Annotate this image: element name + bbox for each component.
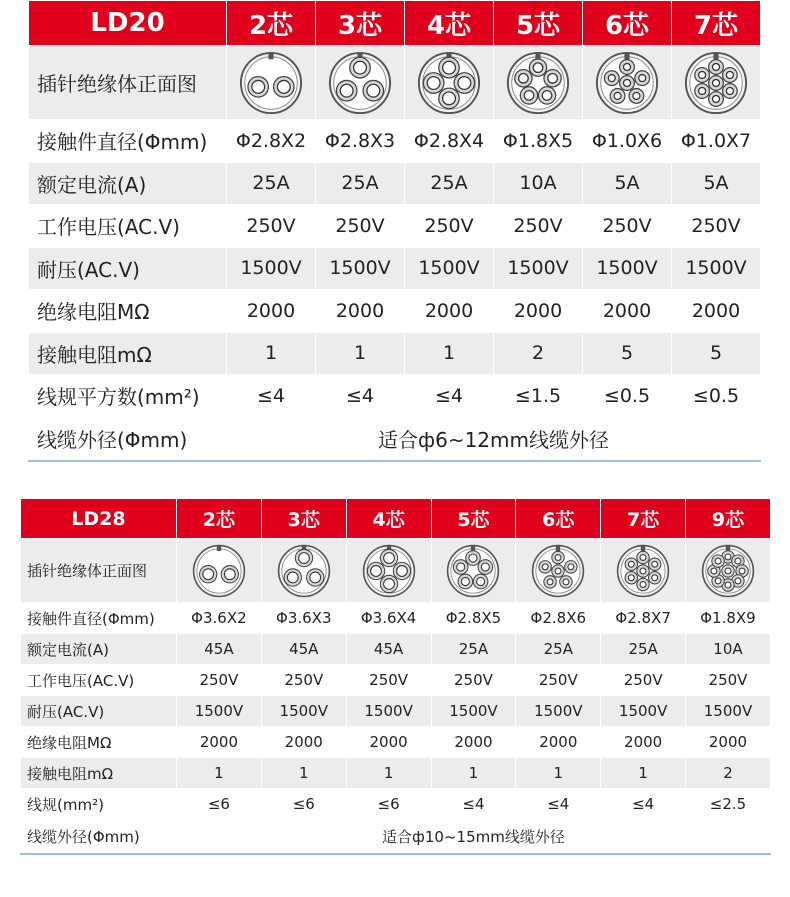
table-cell: 1500V bbox=[177, 696, 262, 727]
table-cell: 45A bbox=[261, 634, 346, 665]
row-label: 工作电压(AC.V) bbox=[21, 665, 177, 696]
table-cell: Φ2.8X2 bbox=[227, 120, 316, 163]
table-cell: Φ2.8X5 bbox=[431, 603, 516, 634]
table-cell: Φ1.0X7 bbox=[672, 120, 761, 163]
table-cell: 1500V bbox=[227, 247, 316, 290]
pin-face-4-icon bbox=[417, 51, 481, 115]
table-cell: 1 bbox=[516, 758, 601, 789]
table-cell: 2000 bbox=[261, 727, 346, 758]
row-label: 额定电流(A) bbox=[29, 162, 227, 205]
row-label: 接触电阻mΩ bbox=[29, 332, 227, 375]
table-cell: 250V bbox=[261, 665, 346, 696]
table-cell: ≤4 bbox=[431, 789, 516, 820]
contact-diameter-row bbox=[29, 120, 761, 163]
table-cell: 250V bbox=[177, 665, 262, 696]
table-cell: 250V bbox=[494, 205, 583, 248]
table-cell: 1 bbox=[316, 332, 405, 375]
table-cell: 1 bbox=[601, 758, 686, 789]
table-cell: 1500V bbox=[405, 247, 494, 290]
table-cell: Φ3.6X3 bbox=[261, 603, 346, 634]
pin-face-cell bbox=[227, 46, 316, 120]
header-row bbox=[21, 499, 771, 539]
contact-resistance-row bbox=[21, 758, 771, 789]
pin-face-cell bbox=[316, 46, 405, 120]
table-cell: ≤4 bbox=[601, 789, 686, 820]
column-header: 7芯 bbox=[672, 1, 761, 46]
table-cell: 2000 bbox=[227, 290, 316, 333]
row-label: 插针绝缘体正面图 bbox=[21, 539, 177, 603]
table-cell: ≤1.5 bbox=[494, 375, 583, 418]
table-cell: 25A bbox=[227, 162, 316, 205]
pin-face-cell bbox=[601, 539, 686, 603]
table-cell: 2000 bbox=[316, 290, 405, 333]
pin-face-cell bbox=[346, 539, 431, 603]
cable-diameter-row bbox=[29, 417, 761, 461]
table-cell: 2000 bbox=[494, 290, 583, 333]
column-header: 4芯 bbox=[405, 1, 494, 46]
table-cell: ≤6 bbox=[261, 789, 346, 820]
column-header: 5芯 bbox=[494, 1, 583, 46]
table-cell: Φ2.8X6 bbox=[516, 603, 601, 634]
wire-gauge-row bbox=[29, 375, 761, 418]
pin-face-9-icon bbox=[701, 544, 755, 598]
withstand-voltage-row bbox=[29, 247, 761, 290]
table-cell: 25A bbox=[405, 162, 494, 205]
model-name: LD20 bbox=[29, 1, 227, 46]
table-cell: 2000 bbox=[405, 290, 494, 333]
table-cell: ≤4 bbox=[316, 375, 405, 418]
row-label: 线规平方数(mm²) bbox=[29, 375, 227, 418]
table-cell: 2000 bbox=[177, 727, 262, 758]
pin-face-5-icon bbox=[506, 51, 570, 115]
row-label: 接触件直径(Φmm) bbox=[29, 120, 227, 163]
pin-face-3-icon bbox=[277, 544, 331, 598]
pin-face-7-icon bbox=[684, 51, 748, 115]
table-cell: ≤0.5 bbox=[672, 375, 761, 418]
column-header: 4芯 bbox=[346, 499, 431, 539]
column-header: 6芯 bbox=[583, 1, 672, 46]
pin-face-cell bbox=[431, 539, 516, 603]
table-cell: 1500V bbox=[261, 696, 346, 727]
pin-face-6-icon bbox=[531, 544, 585, 598]
table-cell: ≤4 bbox=[405, 375, 494, 418]
table-cell: ≤0.5 bbox=[583, 375, 672, 418]
contact-resistance-row bbox=[29, 332, 761, 375]
table-cell: Φ1.8X5 bbox=[494, 120, 583, 163]
table-cell: 5A bbox=[583, 162, 672, 205]
table-cell: 2000 bbox=[672, 290, 761, 333]
table-cell: 2000 bbox=[686, 727, 771, 758]
table-cell: Φ1.8X9 bbox=[686, 603, 771, 634]
withstand-voltage-row bbox=[21, 696, 771, 727]
table-cell: 45A bbox=[177, 634, 262, 665]
cable-diameter-value: 适合ф10~15mm线缆外径 bbox=[177, 820, 771, 854]
pin-face-cell bbox=[583, 46, 672, 120]
table-cell: 1500V bbox=[431, 696, 516, 727]
table-cell: ≤4 bbox=[227, 375, 316, 418]
table-cell: 1500V bbox=[601, 696, 686, 727]
ld20-spec-table bbox=[28, 0, 761, 462]
pin-face-cell bbox=[405, 46, 494, 120]
insulation-resistance-row bbox=[21, 727, 771, 758]
table-cell: 250V bbox=[431, 665, 516, 696]
table-cell: 250V bbox=[686, 665, 771, 696]
table-cell: 250V bbox=[316, 205, 405, 248]
table-cell: 25A bbox=[601, 634, 686, 665]
row-label: 绝缘电阻MΩ bbox=[29, 290, 227, 333]
table-cell: 1 bbox=[431, 758, 516, 789]
cable-diameter-row bbox=[21, 820, 771, 854]
table-cell: 1500V bbox=[494, 247, 583, 290]
rated-current-row bbox=[21, 634, 771, 665]
table-cell: 1500V bbox=[516, 696, 601, 727]
row-label: 线缆外径(Φmm) bbox=[21, 820, 177, 854]
table-cell: 2000 bbox=[583, 290, 672, 333]
table-cell: 25A bbox=[316, 162, 405, 205]
table-cell: 5A bbox=[672, 162, 761, 205]
row-label: 接触件直径(Φmm) bbox=[21, 603, 177, 634]
column-header: 3芯 bbox=[316, 1, 405, 46]
table-cell: 2 bbox=[494, 332, 583, 375]
rated-current-row bbox=[29, 162, 761, 205]
table-cell: Φ3.6X2 bbox=[177, 603, 262, 634]
table-cell: 1500V bbox=[672, 247, 761, 290]
table-cell: 1 bbox=[177, 758, 262, 789]
working-voltage-row bbox=[21, 665, 771, 696]
table-cell: 5 bbox=[672, 332, 761, 375]
column-header: 6芯 bbox=[516, 499, 601, 539]
table-cell: 2000 bbox=[431, 727, 516, 758]
table-cell: 1500V bbox=[346, 696, 431, 727]
table-cell: 25A bbox=[431, 634, 516, 665]
table-cell: 250V bbox=[672, 205, 761, 248]
pin-face-3-icon bbox=[328, 51, 392, 115]
table-cell: 250V bbox=[227, 205, 316, 248]
insulation-resistance-row bbox=[29, 290, 761, 333]
model-name: LD28 bbox=[21, 499, 177, 539]
row-label: 接触电阻mΩ bbox=[21, 758, 177, 789]
table-cell: 250V bbox=[601, 665, 686, 696]
pin-face-cell bbox=[672, 46, 761, 120]
table-cell: ≤2.5 bbox=[686, 789, 771, 820]
pin-face-cell bbox=[494, 46, 583, 120]
table-cell: 1500V bbox=[686, 696, 771, 727]
table-cell: 2000 bbox=[516, 727, 601, 758]
table-cell: 250V bbox=[346, 665, 431, 696]
table-cell: 1 bbox=[405, 332, 494, 375]
table-cell: 45A bbox=[346, 634, 431, 665]
header-row bbox=[29, 1, 761, 46]
table-cell: 10A bbox=[686, 634, 771, 665]
column-header: 7芯 bbox=[601, 499, 686, 539]
table-cell: 1500V bbox=[583, 247, 672, 290]
column-header: 2芯 bbox=[227, 1, 316, 46]
table-cell: Φ3.6X4 bbox=[346, 603, 431, 634]
pin-face-6-icon bbox=[595, 51, 659, 115]
table-cell: ≤6 bbox=[177, 789, 262, 820]
row-label: 耐压(AC.V) bbox=[29, 247, 227, 290]
table-cell: 2000 bbox=[346, 727, 431, 758]
table-cell: 5 bbox=[583, 332, 672, 375]
table-cell: ≤4 bbox=[516, 789, 601, 820]
pin-face-cell bbox=[177, 539, 262, 603]
wire-gauge-row bbox=[21, 789, 771, 820]
table-cell: 250V bbox=[583, 205, 672, 248]
column-header: 2芯 bbox=[177, 499, 262, 539]
row-label: 工作电压(AC.V) bbox=[29, 205, 227, 248]
table-cell: ≤6 bbox=[346, 789, 431, 820]
row-label: 耐压(AC.V) bbox=[21, 696, 177, 727]
row-label: 线缆外径(Φmm) bbox=[29, 417, 227, 461]
pin-face-row bbox=[29, 46, 761, 120]
pin-face-4-icon bbox=[362, 544, 416, 598]
table-cell: 2000 bbox=[601, 727, 686, 758]
table-cell: 25A bbox=[516, 634, 601, 665]
table-cell: 1 bbox=[227, 332, 316, 375]
table-cell: 250V bbox=[516, 665, 601, 696]
pin-face-row bbox=[21, 539, 771, 603]
pin-face-2-icon bbox=[192, 544, 246, 598]
table-cell: 10A bbox=[494, 162, 583, 205]
table-cell: Φ1.0X6 bbox=[583, 120, 672, 163]
pin-face-cell bbox=[516, 539, 601, 603]
table-cell: Φ2.8X4 bbox=[405, 120, 494, 163]
pin-face-7-icon bbox=[616, 544, 670, 598]
table-cell: 1 bbox=[261, 758, 346, 789]
row-label: 线规(mm²) bbox=[21, 789, 177, 820]
pin-face-cell bbox=[686, 539, 771, 603]
ld28-spec-table bbox=[20, 498, 771, 855]
row-label: 插针绝缘体正面图 bbox=[29, 46, 227, 120]
table-cell: 1500V bbox=[316, 247, 405, 290]
column-header: 9芯 bbox=[686, 499, 771, 539]
row-label: 绝缘电阻MΩ bbox=[21, 727, 177, 758]
column-header: 3芯 bbox=[261, 499, 346, 539]
pin-face-2-icon bbox=[239, 51, 303, 115]
table-cell: 2 bbox=[686, 758, 771, 789]
cable-diameter-value: 适合ф6~12mm线缆外径 bbox=[227, 417, 761, 461]
contact-diameter-row bbox=[21, 603, 771, 634]
table-cell: Φ2.8X7 bbox=[601, 603, 686, 634]
row-label: 额定电流(A) bbox=[21, 634, 177, 665]
column-header: 5芯 bbox=[431, 499, 516, 539]
pin-face-5-icon bbox=[446, 544, 500, 598]
pin-face-cell bbox=[261, 539, 346, 603]
table-cell: Φ2.8X3 bbox=[316, 120, 405, 163]
table-cell: 1 bbox=[346, 758, 431, 789]
table-cell: 250V bbox=[405, 205, 494, 248]
working-voltage-row bbox=[29, 205, 761, 248]
